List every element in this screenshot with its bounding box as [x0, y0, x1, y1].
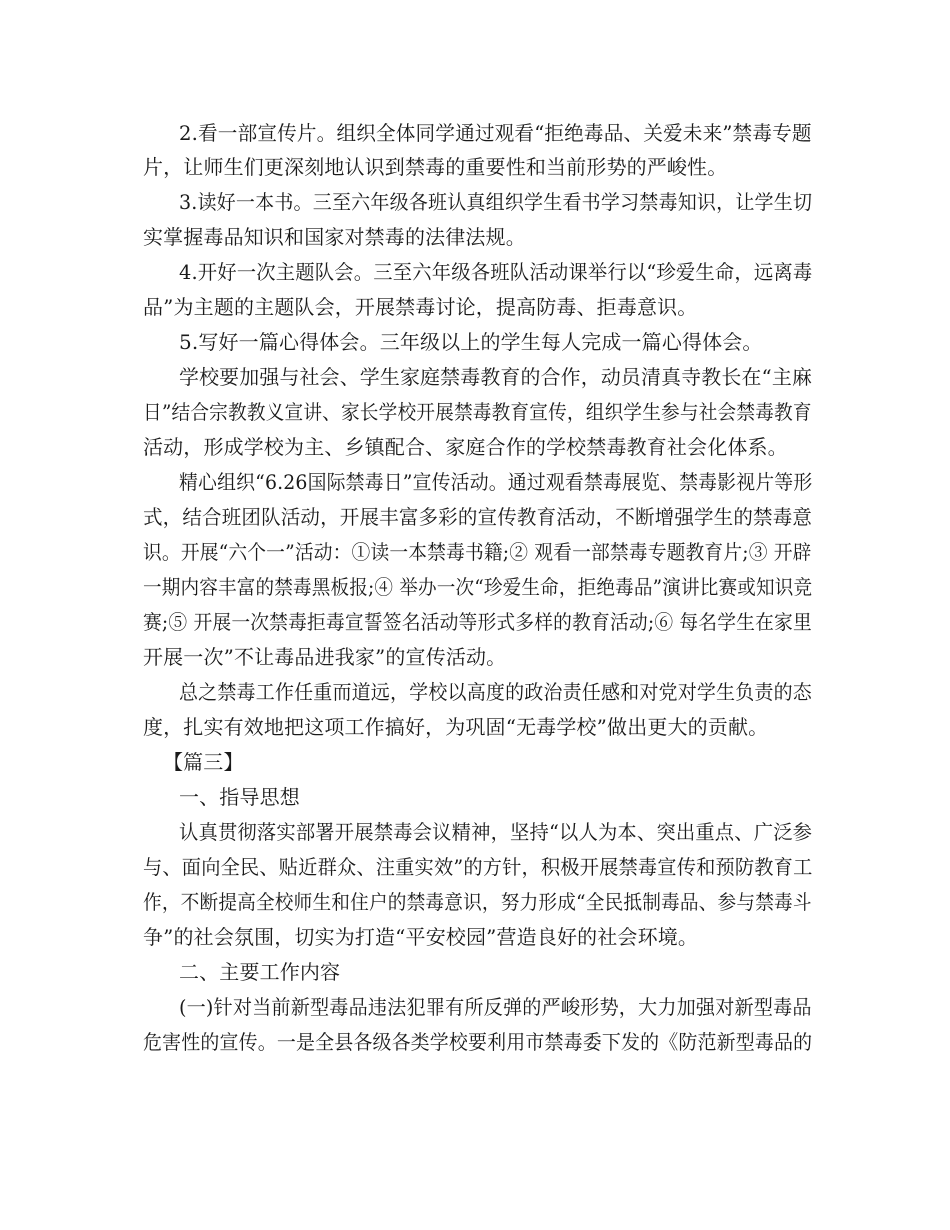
- text-line: 4.开好一次主题队会。三至六年级各班队活动课举行以“珍爱生命，远离毒: [179, 260, 813, 284]
- text-line: 活动，形成学校为主、乡镇配合、家庭合作的学校禁毒教育社会化体系。: [143, 435, 788, 459]
- text-line: 度，扎实有效地把这项工作搞好，为巩固“无毒学校”做出更大的贡献。: [143, 715, 769, 739]
- text-line: 精心组织“6.26国际禁毒日”宣传活动。通过观看禁毒展览、禁毒影视片等形: [179, 470, 813, 494]
- text-line: 赛;⑤ 开展一次禁毒拒毒宣誓签名活动等形式多样的教育活动;⑥ 每名学生在家里: [143, 610, 812, 634]
- section-heading: 【篇三】: [163, 750, 244, 774]
- text-line: 品”为主题的主题队会，开展禁毒讨论，提高防毒、拒毒意识。: [143, 295, 698, 319]
- text-line: 一期内容丰富的禁毒黑板报;④ 举办一次“珍爱生命，拒绝毒品”演讲比赛或知识竞: [143, 575, 813, 599]
- text-line: 与、面向全民、贴近群众、注重实效”的方针，积极开展禁毒宣传和预防教育工: [143, 855, 813, 879]
- text-line: 开展一次”不让毒品进我家”的宣传活动。: [143, 645, 507, 669]
- text-line: 日”结合宗教教义宣讲、家长学校开展禁毒教育宣传，组织学生参与社会禁毒教育: [143, 400, 812, 424]
- text-line: 学校要加强与社会、学生家庭禁毒教育的合作，动员清真寺教长在“主麻: [179, 365, 813, 389]
- text-line: 式，结合班团队活动，开展丰富多彩的宣传教育活动，不断增强学生的禁毒意: [143, 505, 813, 529]
- text-line: 实掌握毒品知识和国家对禁毒的法律法规。: [143, 225, 526, 249]
- text-line: 作，不断提高全校师生和住户的禁毒意识，努力形成“全民抵制毒品、参与禁毒斗: [143, 890, 812, 914]
- subheading: 一、指导思想: [179, 785, 300, 809]
- text-line: 3.读好一本书。三至六年级各班认真组织学生看书学习禁毒知识，让学生切: [179, 190, 813, 214]
- subheading: 二、主要工作内容: [179, 960, 341, 984]
- text-line: (一)针对当前新型毒品违法犯罪有所反弹的严峻形势，大力加强对新型毒品: [179, 995, 812, 1019]
- text-line: 片，让师生们更深刻地认识到禁毒的重要性和当前形势的严峻性。: [143, 155, 728, 179]
- text-line: 争”的社会氛围，切实为打造“平安校园”营造良好的社会环境。: [143, 925, 699, 949]
- text-line: 总之禁毒工作任重而道远，学校以高度的政治责任感和对党对学生负责的态: [179, 680, 812, 704]
- text-line: 认真贯彻落实部署开展禁毒会议精神，坚持“以人为本、突出重点、广泛参: [179, 820, 813, 844]
- text-line: 识。开展“六个一”活动：①读一本禁毒书籍;② 观看一部禁毒专题教育片;③ 开辟: [143, 540, 812, 564]
- text-line: 危害性的宣传。一是全县各级各类学校要利用市禁毒委下发的《防范新型毒品的: [143, 1030, 813, 1054]
- text-line: 2.看一部宣传片。组织全体同学通过观看“拒绝毒品、关爱未来”禁毒专题: [179, 121, 812, 145]
- text-line: 5.写好一篇心得体会。三年级以上的学生每人完成一篇心得体会。: [179, 330, 763, 354]
